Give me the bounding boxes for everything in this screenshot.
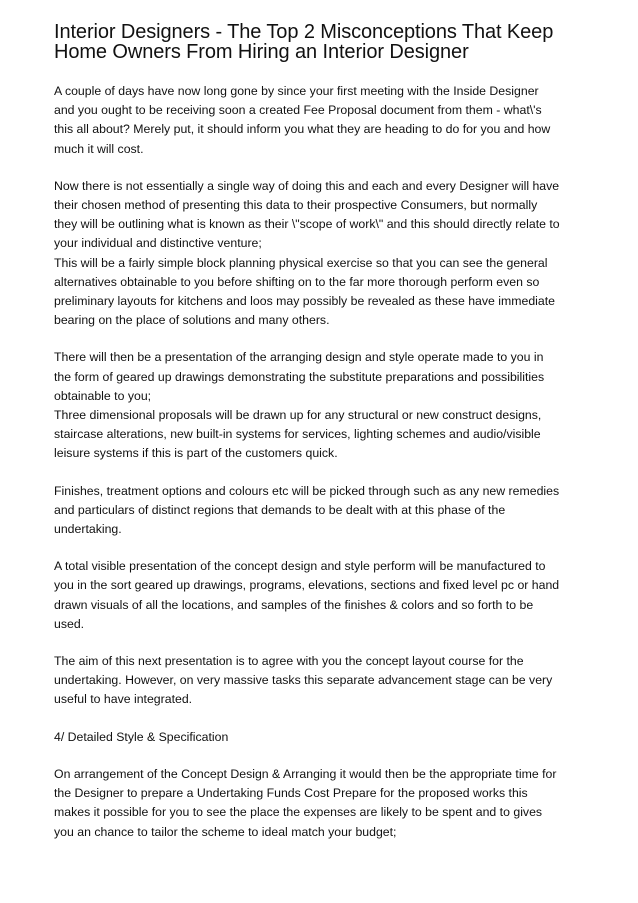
paragraph-aim: The aim of this next presentation is to agree with you the concept layout course for the undertaking. However, on very massive tasks this separate advancement stage can be very useful to have integrated. [54, 654, 553, 707]
paragraph-intro: A couple of days have now long gone by since your first meeting with the Inside Designer and you ought to be receiving soon a created Fee Proposal document from them - what\'s this all about? Merely put, it should inform you what they are heading to do for you and how much it will cost. [54, 84, 551, 156]
paragraph-block-planning: This will be a fairly simple block planning physical exercise so that you can see the general alternatives obtainable to you before shifting on to the far more thorough perform even so preliminary layouts for kitchens and loos may possibly be revealed as these have immediate bearing on the place of solutions and many others. [54, 255, 556, 328]
paragraph-visual-presentation: A total visible presentation of the concept design and style perform will be manufactured to you in the sort geared up drawings, programs, elevations, sections and fixed level pc or hand drawn visuals of all the locations, and samples of the finishes & colors and so forth to be used. [54, 559, 560, 631]
document-title: Interior Designers - The Top 2 Misconceptions That Keep Home Owners From Hiring an Interior Designer [54, 21, 554, 63]
paragraph-arrangement: On arrangement of the Concept Design & Arranging it would then be the appropriate time for the Designer to prepare a Undertaking Funds Cost Prepare for the proposed works this makes it possible for you to see the place the expenses are likely to be spent and to gives you an chance to tailor the scheme to ideal match your budget; [54, 766, 557, 839]
paragraph-finishes: Finishes, treatment options and colours etc will be picked through such as any new remedies and particulars of distinct regions that demands to be dealt with at this phase of the undertaking. [54, 483, 560, 537]
paragraph-scope-of-work: Now there is not essentially a single way of doing this and each and every Designer will have their chosen method of presenting this data to their prospective Consumers, but normally they will be outlining what is known as their \"scope of work\" and this should directly relate to your individual and distinctive venture; [54, 178, 560, 251]
document-page [54, 22, 594, 860]
paragraph-presentation: There will then be a presentation of the arranging design and style operate made to you in the form of geared up drawings demonstrating the substitute preparations and possibilities obtainable to you; [54, 350, 545, 403]
paragraph-three-dimensional: Three dimensional proposals will be drawn up for any structural or new construct designs, staircase alterations, new built-in systems for services, lighting schemes and audio/visible leisure systems if this is part of the customers quick. [54, 408, 542, 461]
section-heading-detailed-style: 4/ Detailed Style & Specification [54, 729, 229, 744]
